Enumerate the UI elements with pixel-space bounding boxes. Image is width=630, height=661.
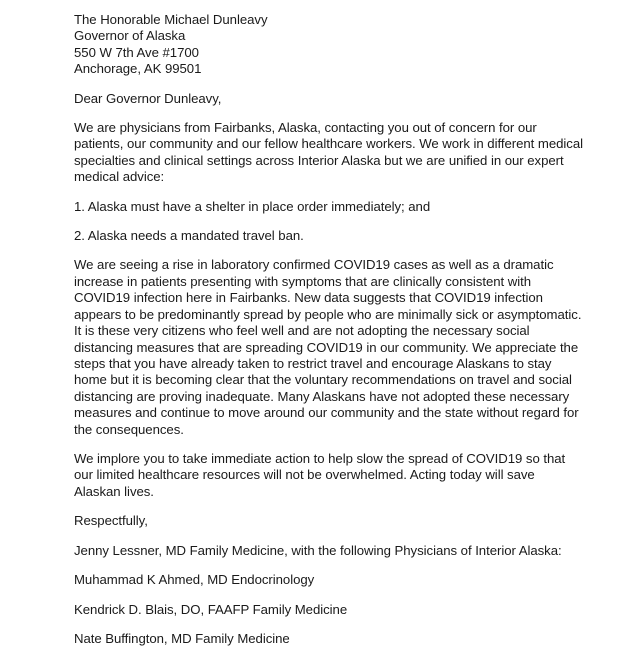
- paragraph-line: We are seeing a rise in laboratory confirmed COVID19 cases as well as a dramatic: [74, 257, 554, 273]
- body-paragraph: [74, 257, 619, 437]
- address-line: Governor of Alaska: [74, 28, 186, 44]
- paragraph-line: our limited healthcare resources will not be overwhelmed. Acting today will save: [74, 467, 535, 483]
- signatory: [74, 602, 619, 618]
- address-line: The Honorable Michael Dunleavy: [74, 12, 268, 27]
- signatory-lead: [74, 543, 619, 559]
- paragraph-line: We are physicians from Fairbanks, Alaska, contacting you out of concern for our: [74, 120, 537, 136]
- paragraph-line: patients, our community and our fellow healthcare workers. We work in different medical: [74, 136, 583, 152]
- paragraph-line: home but it is becoming clear that the voluntary recommendations on travel and social: [74, 372, 572, 388]
- signatory: [74, 631, 619, 647]
- salutation-text: Dear Governor Dunleavy,: [74, 90, 222, 106]
- paragraph-line: the consequences.: [74, 421, 184, 437]
- paragraph-line: It is these very citizens who feel well and are not adopting the necessary social: [74, 323, 530, 339]
- intro-paragraph: [74, 120, 619, 186]
- paragraph-line: We implore you to take immediate action to help slow the spread of COVID19 so that: [74, 450, 566, 466]
- address-line: 550 W 7th Ave #1700: [74, 44, 199, 60]
- address-line: Anchorage, AK 99501: [74, 61, 202, 77]
- recipient-address: [74, 12, 619, 78]
- paragraph-line: specialties and clinical settings across Interior Alaska but we are unified in our expert: [74, 152, 564, 168]
- letter-document: [74, 12, 619, 661]
- demand-2: [74, 228, 619, 244]
- paragraph-line: steps that you have already taken to restrict travel and encourage Alaskans to stay: [74, 355, 552, 371]
- sign-off: [74, 513, 619, 529]
- signatory-name: Jenny Lessner, MD Family Medicine, with the following Physicians of Interior Alaska:: [74, 542, 562, 558]
- signatory-name: Nate Buffington, MD Family Medicine: [74, 631, 290, 647]
- paragraph-line: measures and continue to move around our community and the state without regard for: [74, 405, 579, 421]
- paragraph-line: Alaskan lives.: [74, 483, 154, 499]
- demand-text: 1. Alaska must have a shelter in place order immediately; and: [74, 198, 431, 214]
- sign-off-text: Respectfully,: [74, 513, 148, 529]
- salutation: [74, 91, 619, 107]
- demand-text: 2. Alaska needs a mandated travel ban.: [74, 228, 304, 244]
- signatory: [74, 572, 619, 588]
- paragraph-line: increase in patients presenting with symptoms that are clinically consistent with: [74, 273, 531, 289]
- signatory-name: Kendrick D. Blais, DO, FAAFP Family Medicine: [74, 601, 348, 617]
- closing-paragraph: [74, 451, 619, 500]
- paragraph-line: COVID19 infection here in Fairbanks. New data suggests that COVID19 infection: [74, 290, 543, 306]
- signatory-name: Muhammad K Ahmed, MD Endocrinology: [74, 572, 315, 588]
- paragraph-line: medical advice:: [74, 169, 165, 185]
- paragraph-line: distancing measures that are spreading COVID19 in our community. We appreciate the: [74, 339, 579, 355]
- paragraph-line: distancing are proving inadequate. Many Alaskans have not adopted these necessary: [74, 388, 570, 404]
- paragraph-line: appears to be predominantly spread by people who are minimally sick or asymptomatic.: [74, 306, 582, 322]
- demand-1: [74, 199, 619, 215]
